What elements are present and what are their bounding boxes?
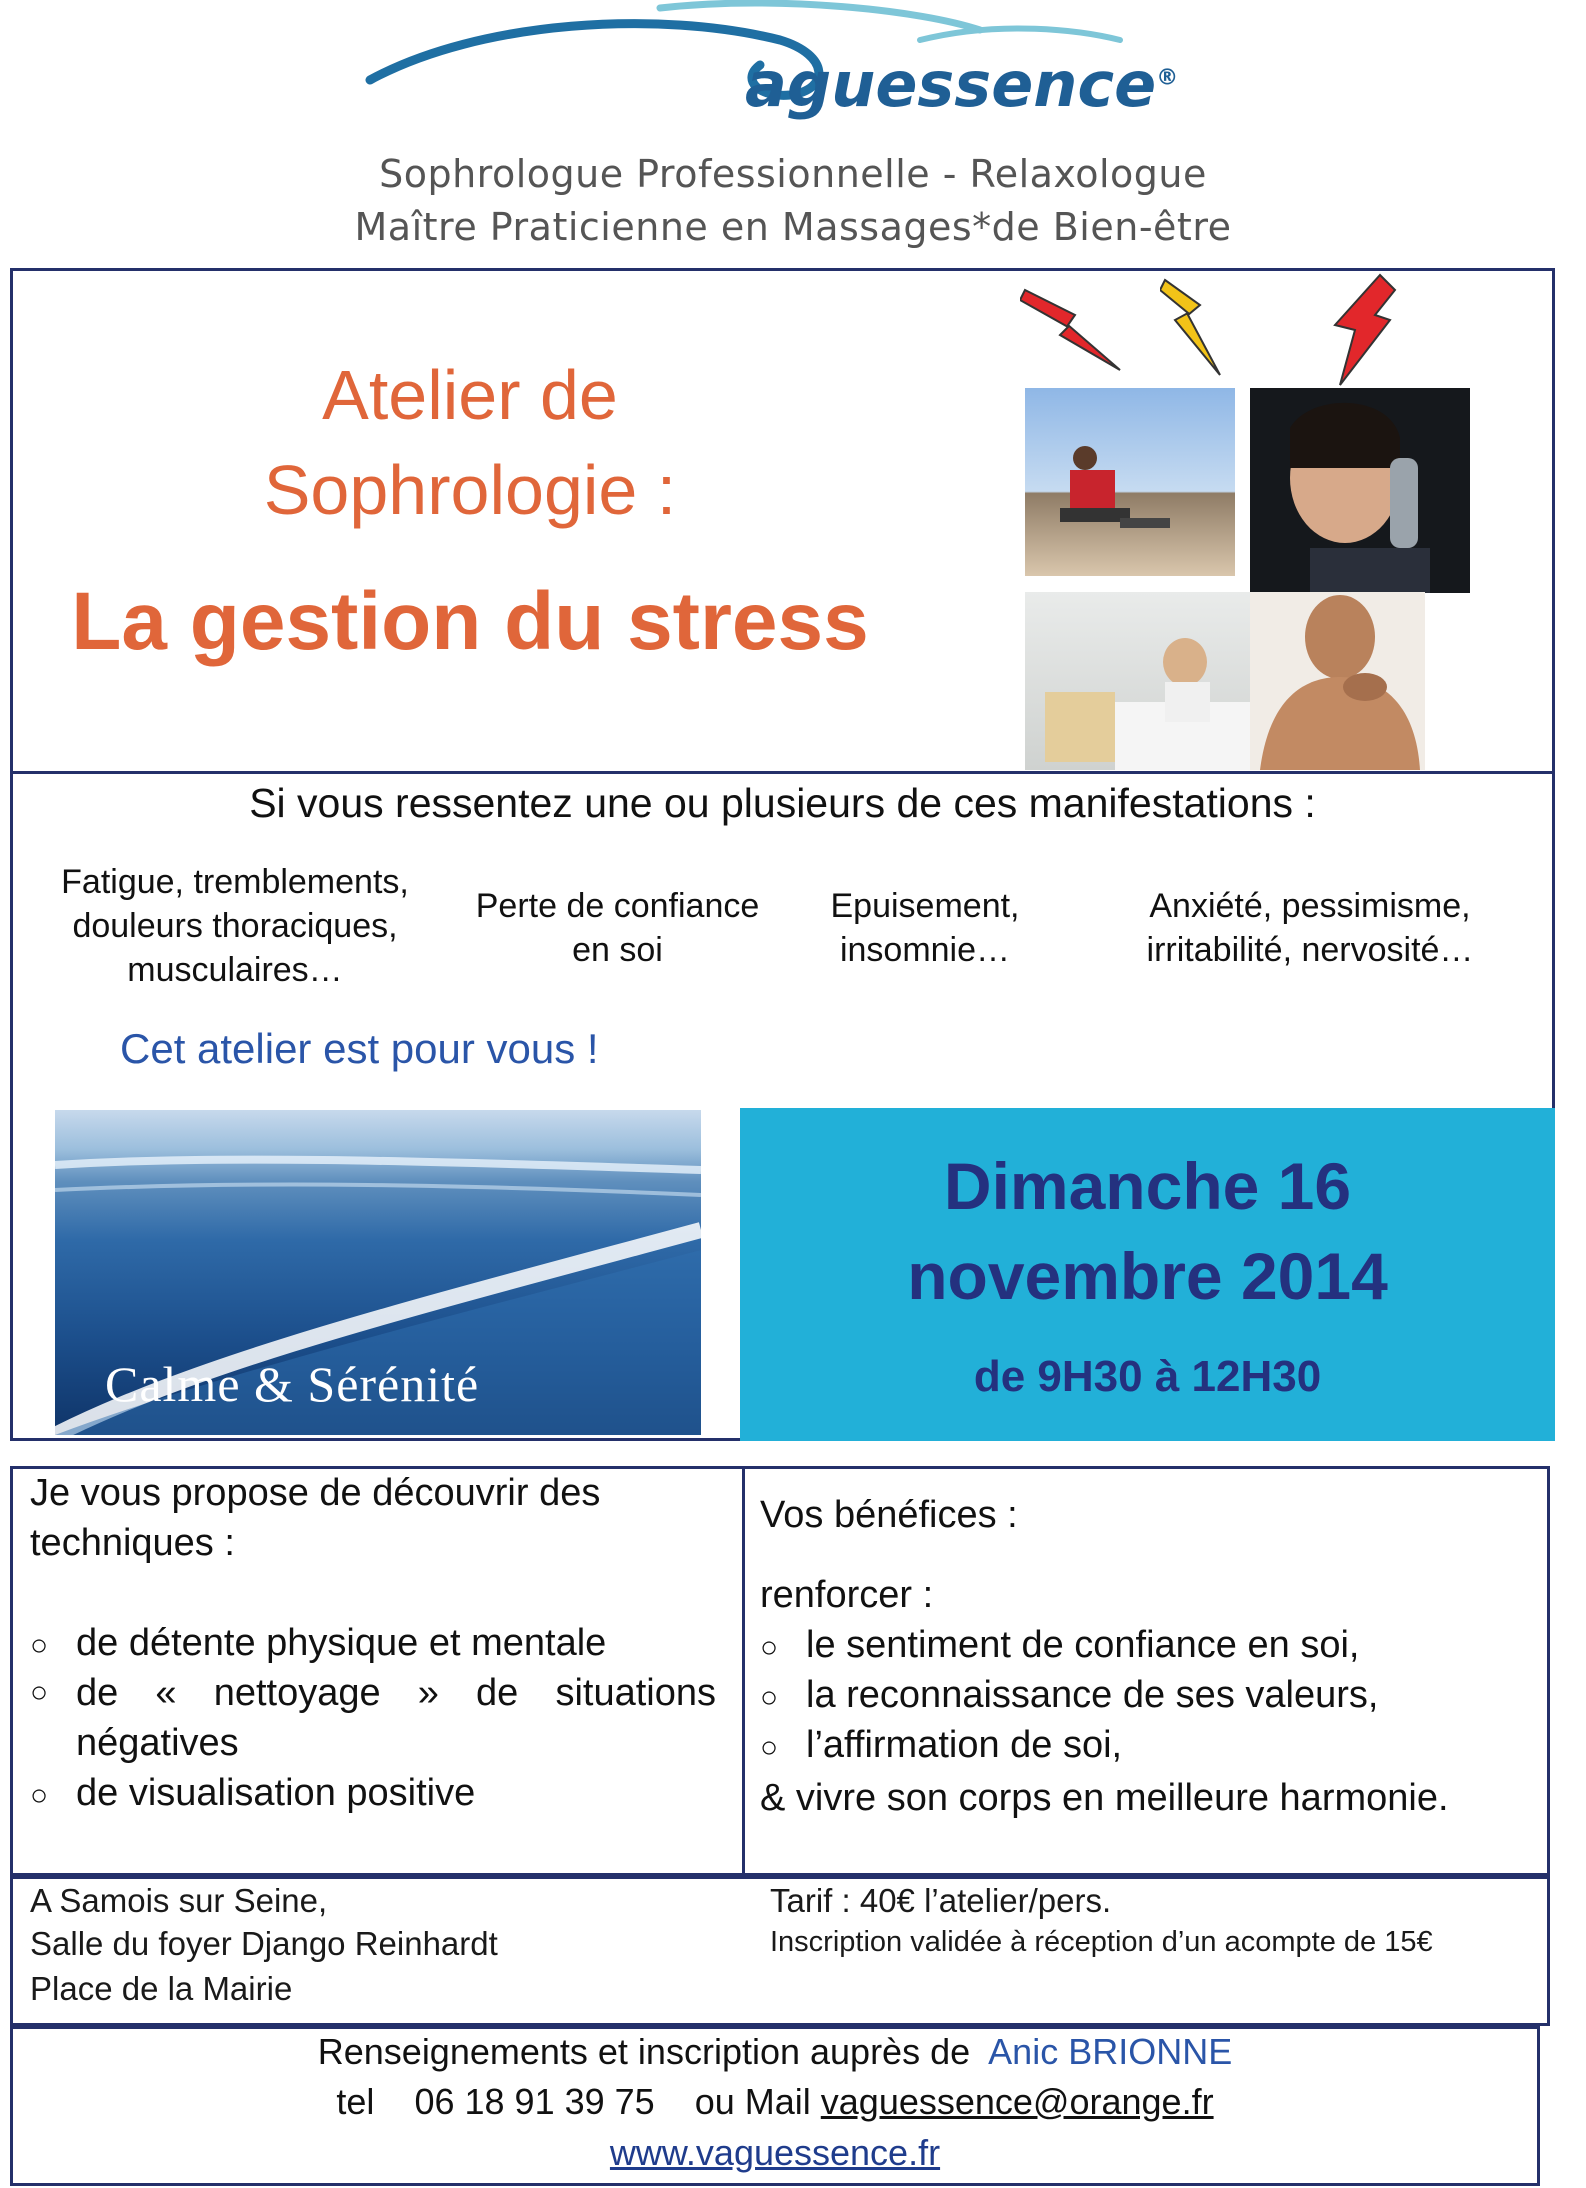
contact-line: tel 06 18 91 39 75 ou Mail vaguessence@orange.fr xyxy=(336,2081,1214,2122)
registered-mark: ® xyxy=(1156,65,1179,91)
bullet-icon: ○ xyxy=(760,1681,779,1714)
red-lightning-icon xyxy=(1020,280,1130,380)
title-main: La gestion du stress xyxy=(71,576,869,667)
bullet-icon: ○ xyxy=(760,1631,779,1664)
phone-link[interactable]: 06 18 91 39 75 xyxy=(414,2081,655,2122)
contact-name: Anic BRIONNE xyxy=(988,2031,1233,2072)
yellow-lightning-icon xyxy=(1160,275,1230,385)
logo-wordmark xyxy=(745,48,1178,121)
image-caption: Calme & Sérénité xyxy=(105,1356,480,1412)
photo-stressed-man xyxy=(1025,388,1235,576)
benefits-closing: & vivre son corps en meilleure harmonie. xyxy=(760,1777,1449,1819)
benefits-lead: renforcer : xyxy=(760,1574,934,1616)
website-link[interactable]: www.vaguessence.fr xyxy=(609,2132,941,2173)
date-line2: novembre 2014 xyxy=(907,1239,1388,1313)
deposit-note: Inscription validée à réception d’un acompte de 15€ xyxy=(770,1926,1433,1958)
manifestation-item: Anxiété, pessimisme, irritabilité, nervosité… xyxy=(1146,887,1474,969)
manifestation-item: Epuisement, insomnie… xyxy=(830,887,1020,969)
benefit-item: ○ le sentiment de confiance en soi, xyxy=(760,1620,1359,1673)
bullet-icon: ○ xyxy=(30,1629,49,1662)
title-line1: Atelier de xyxy=(322,356,618,434)
email-link[interactable]: vaguessence@orange.fr xyxy=(820,2081,1214,2122)
benefit-item: ○ la reconnaissance de ses valeurs, xyxy=(760,1670,1378,1723)
techniques-intro: Je vous propose de découvrir des techniques : xyxy=(30,1472,601,1564)
benefit-item: ○ l’affirmation de soi, xyxy=(760,1720,1122,1773)
contact-intro: Renseignements et inscription auprès de Anic BRIONNE xyxy=(317,2031,1233,2072)
photo-woman-in-bedroom xyxy=(1025,592,1250,770)
photo-man-neck-pain xyxy=(1250,592,1425,770)
date-line1: Dimanche 16 xyxy=(943,1149,1352,1223)
bullet-icon: ○ xyxy=(30,1676,49,1709)
title-line2: Sophrologie : xyxy=(263,451,677,529)
location-line2: Salle du foyer Django Reinhardt xyxy=(30,1925,498,1962)
location-line1: A Samois sur Seine, xyxy=(30,1882,328,1919)
red-lightning-icon-2 xyxy=(1320,270,1400,390)
manifestations-intro: Si vous ressentez une ou plusieurs de ces manifestations : xyxy=(249,780,1316,826)
call-to-action: Cet atelier est pour vous ! xyxy=(120,1025,599,1072)
technique-item: ○ de « nettoyage » de situations négatives xyxy=(30,1668,730,1768)
photo-woman-on-phone xyxy=(1250,388,1470,593)
location-line3: Place de la Mairie xyxy=(30,1970,293,2007)
subtitle-line1: Sophrologue Professionnelle - Relaxologue xyxy=(379,152,1207,196)
bullet-icon: ○ xyxy=(760,1731,779,1764)
manifestation-item: Fatigue, tremblements, douleurs thoraciques, musculaires… xyxy=(61,863,409,989)
bullet-icon: ○ xyxy=(30,1779,49,1812)
technique-item: ○ de visualisation positive xyxy=(30,1768,730,1821)
header-divider xyxy=(10,771,1555,774)
time-range: de 9H30 à 12H30 xyxy=(973,1352,1322,1401)
benefits-title: Vos bénéfices : xyxy=(760,1494,1018,1536)
manifestation-item: Perte de confiance en soi xyxy=(475,887,760,969)
subtitle-line2: Maître Praticienne en Massages*de Bien-être xyxy=(354,205,1232,249)
technique-item: ○ de détente physique et mentale xyxy=(30,1618,730,1671)
sea-image xyxy=(55,1110,701,1435)
price-line: Tarif : 40€ l’atelier/pers. xyxy=(770,1882,1112,1919)
logo-text: aguessence xyxy=(745,48,1157,121)
